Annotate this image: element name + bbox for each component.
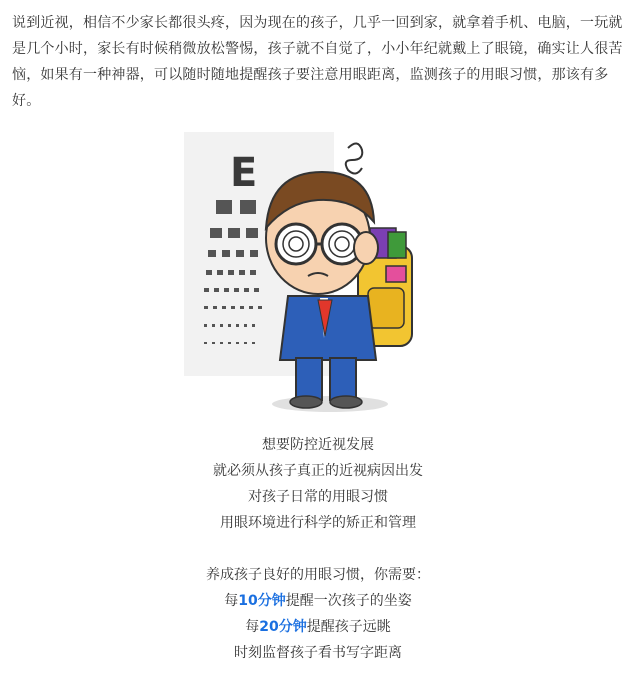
tip-interval-highlight: 10分钟 xyxy=(238,593,286,609)
intro-paragraph: 说到近视，相信不少家长都很头疼，因为现在的孩子，几乎一回到家，就拿着手机、电脑，一玩就是几个小时，家长有时候稍微放松警惕，孩子就不自觉了，小小年纪就戴上了眼镜，确实让人很苦恼，如果有一种神器，可以随时随地提醒孩子要注意用眼距离，监测孩子的用眼习惯，那该有多好。 xyxy=(12,15,623,109)
dizzy-swirl-icon xyxy=(346,143,363,173)
tip-text: 提醒孩子远眺 xyxy=(306,619,391,635)
myopia-prevention-lines xyxy=(0,432,636,536)
line: 用眼环境进行科学的矫正和管理 xyxy=(220,515,416,531)
line: 就必须从孩子真正的近视病因出发 xyxy=(213,463,423,479)
left-shoe xyxy=(290,396,322,408)
right-shoe xyxy=(330,396,362,408)
tip-text: 每 xyxy=(245,619,260,635)
hand xyxy=(354,232,378,264)
tip-text: 提醒一次孩子的坐姿 xyxy=(285,593,412,609)
tip-posture-reminder xyxy=(0,588,636,614)
illustration-svg xyxy=(180,128,460,418)
tip-interval-highlight: 20分钟 xyxy=(259,619,307,635)
tip-distance-monitor: 时刻监督孩子看书写字距离 xyxy=(234,645,402,661)
line: 想要防控近视发展 xyxy=(262,437,374,453)
tips-lead: 养成孩子良好的用眼习惯，你需要： xyxy=(206,567,430,583)
tip-look-far-reminder xyxy=(0,614,636,640)
eye-chart-letter: E xyxy=(230,150,258,196)
child-eye-chart-illustration xyxy=(180,128,460,418)
tip-text: 每 xyxy=(224,593,239,609)
line: 对孩子日常的用眼习惯 xyxy=(248,489,388,505)
eye-habit-tips xyxy=(0,562,636,666)
